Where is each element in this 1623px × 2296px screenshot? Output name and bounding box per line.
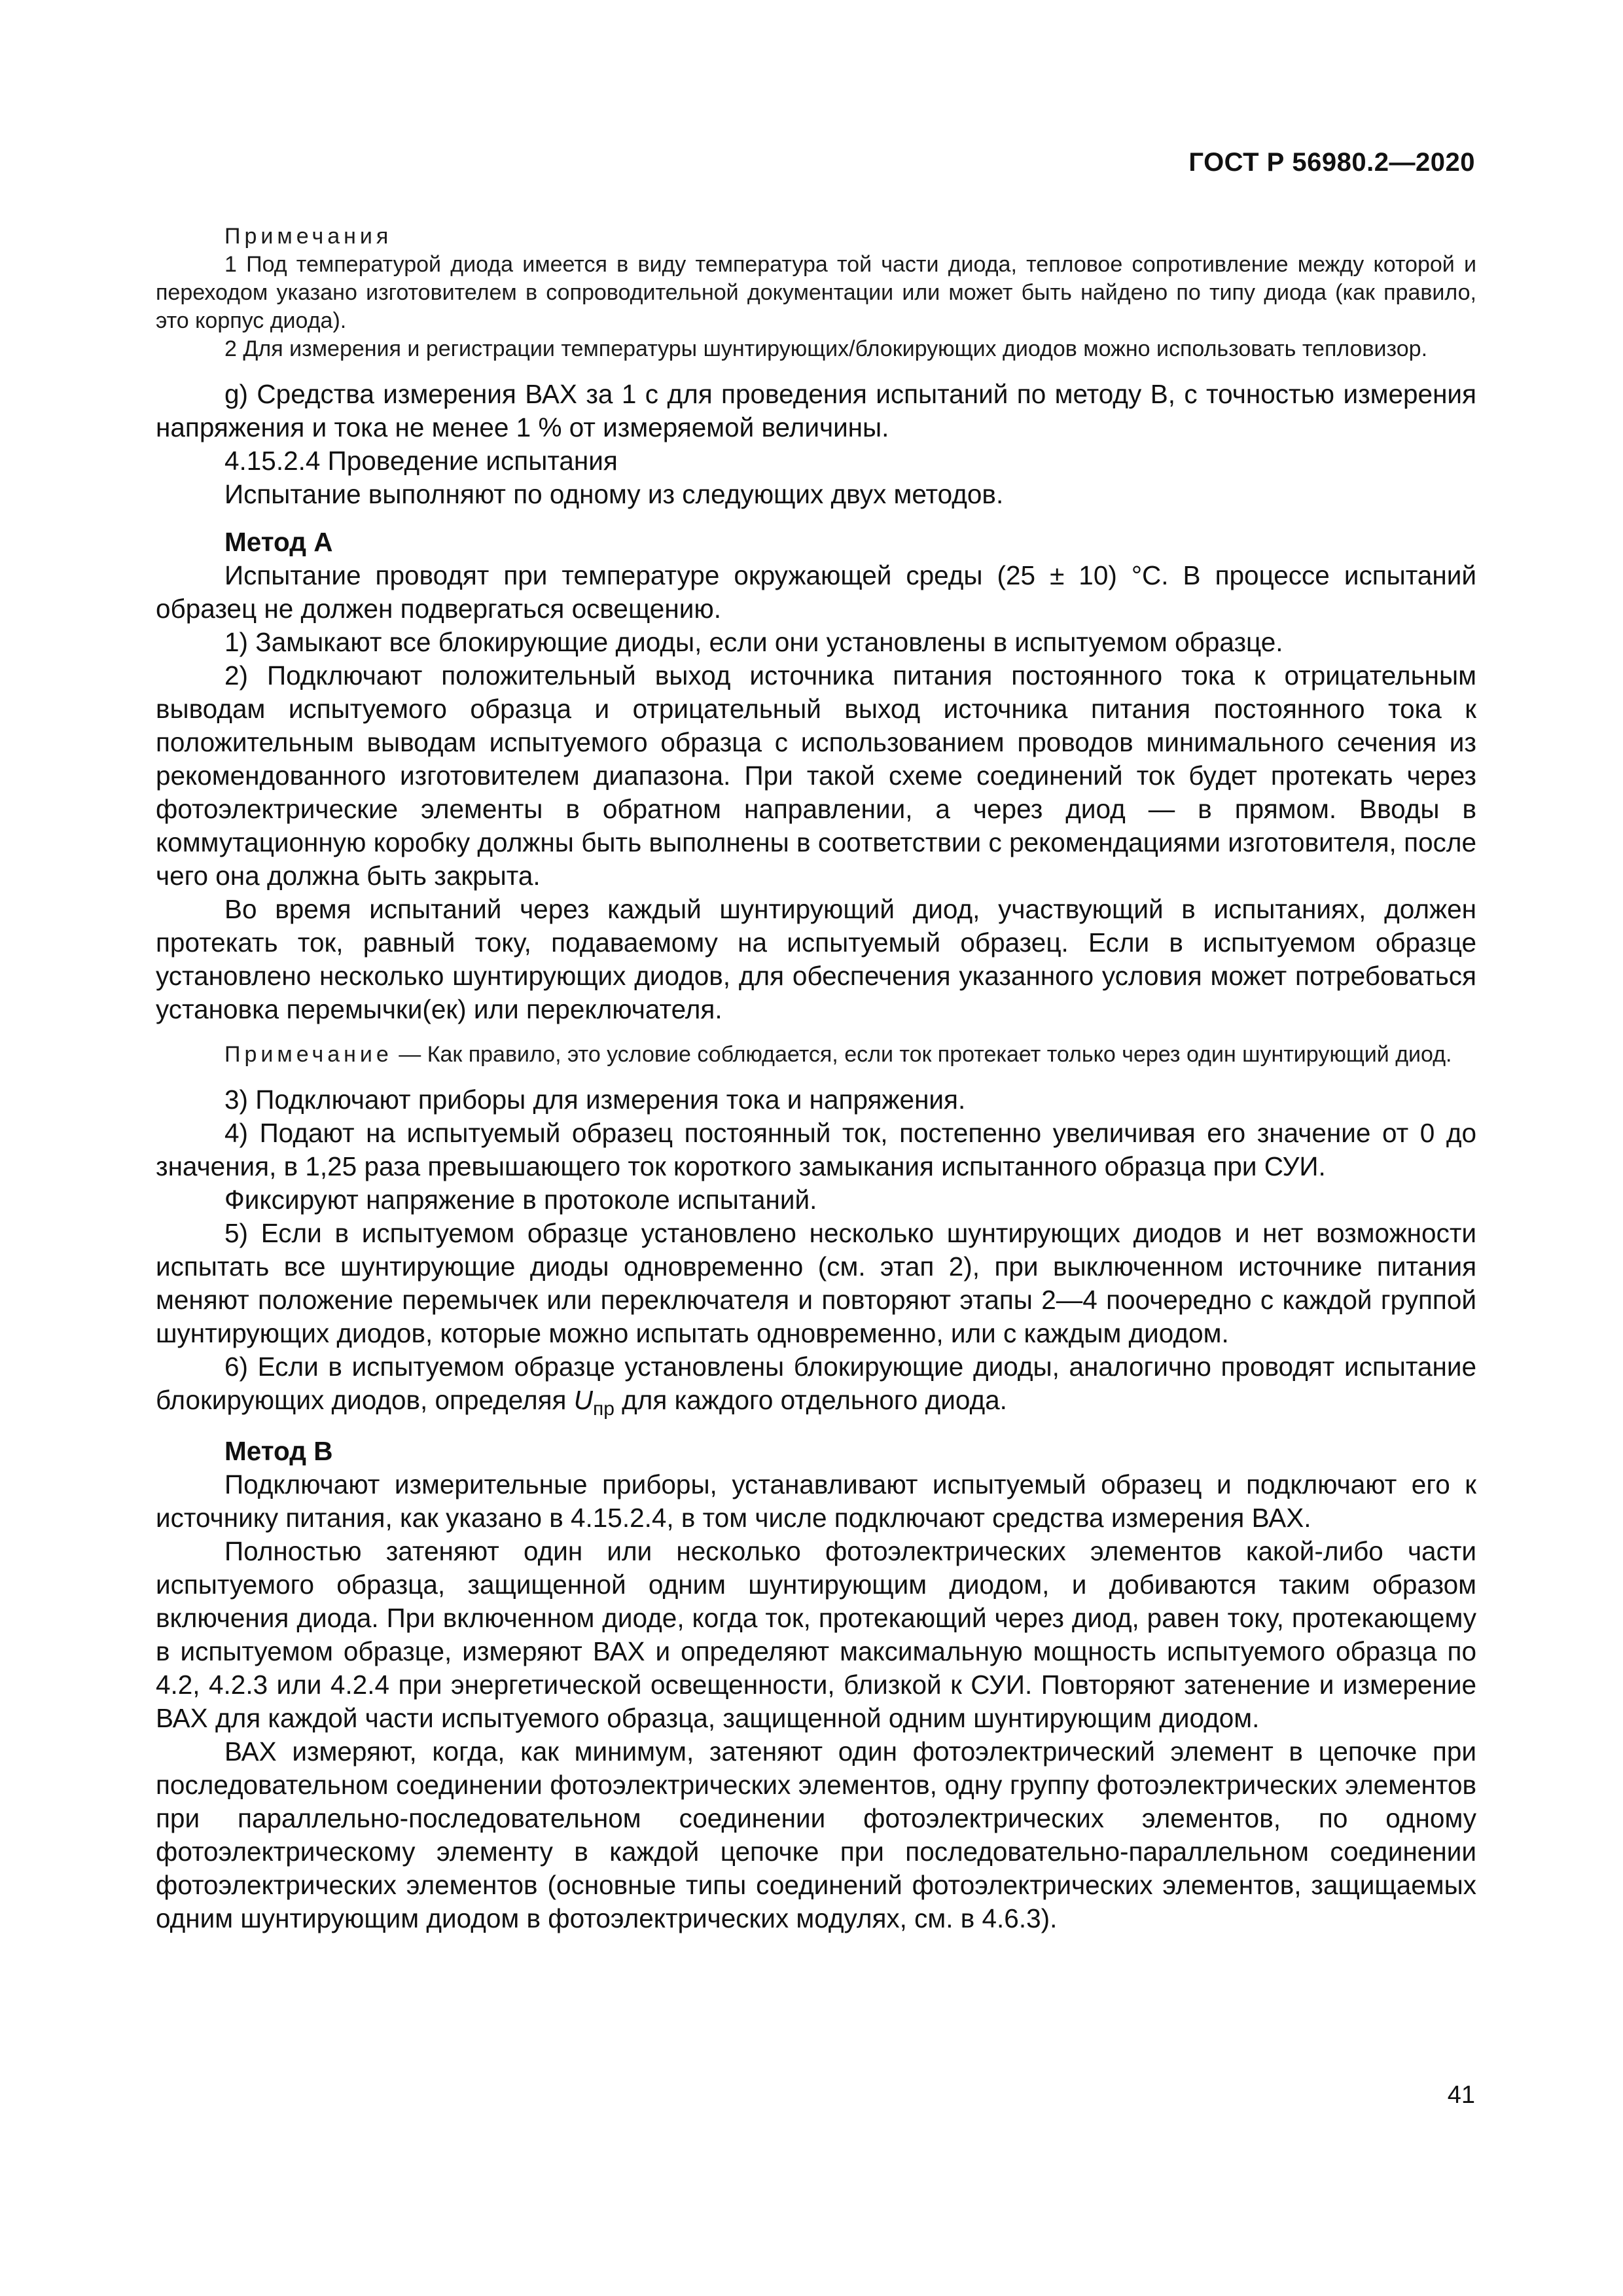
step-6-text: 6) Если в испытуемом образце установлены блокирующие диоды, аналогично проводят испытание блокирующих диодов, определяя	[156, 1352, 1476, 1415]
method-b-title: Метод В	[224, 1436, 333, 1467]
note-text: — Как правило, это условие соблюдается, если ток протекает только через один шунтирующий диод.	[392, 1042, 1452, 1067]
page-number: 41	[1447, 2081, 1475, 2109]
method-a-title: Метод А	[224, 527, 333, 557]
method-a-step-6	[156, 1350, 1476, 1426]
standard-designation: ГОСТ Р 56980.2—2020	[1188, 148, 1475, 177]
method-a-conditions: Испытание проводят при температуре окружающей среды (25 ± 10) °С. В процессе испытаний образец не должен подвергаться освещению.	[156, 560, 1476, 624]
method-b-paragraph-3: ВАХ измеряют, когда, как минимум, затеняют один фотоэлектрический элемент в цепочке при последовательном соединении фотоэлектрических элементов, одну группу фотоэлектрических элементов при параллельно-последовательном соединении фотоэлектрических элементов, по одному фотоэлектрическому элементу в каждой цепочке при последовательно-параллельном соединении фотоэлектрических элементов (основные типы соединений фотоэлектрических элементов, защищаемых одним шунтирующим диодом в фотоэлектрических модулях, см. в 4.6.3).	[156, 1736, 1476, 1934]
note-item-1: 1 Под температурой диода имеется в виду температура той части диода, тепловое сопротивление между которой и переходом указано изготовителем в сопроводительной документации или может быть найдено по типу диода (как правило, это корпус диода).	[156, 252, 1476, 333]
notes-title: Примечания	[224, 224, 393, 249]
section-heading: 4.15.2.4 Проведение испытания	[224, 446, 618, 476]
method-a-step-1: 1) Замыкают все блокирующие диоды, если они установлены в испытуемом образце.	[224, 627, 1283, 657]
note-label: Примечание	[224, 1042, 393, 1067]
method-a-step-2: 2) Подключают положительный выход источника питания постоянного тока к отрицательным выводам испытуемого образца и отрицательный выход источника питания постоянного тока к положительным выводам испытуемого образца с использованием проводов минимального сечения из рекомендованного изготовителем диапазона. При такой схеме соединений ток будет протекать через фотоэлектрические элементы в обратном направлении, а через диод — в прямом. Вводы в коммутационную коробку должны быть выполнены в соответствии с рекомендациями изготовителя, после чего она должна быть закрыта.	[156, 660, 1476, 891]
method-b-paragraph-1: Подключают измерительные приборы, устанавливают испытуемый образец и подключают его к источнику питания, как указано в 4.15.2.4, в том числе подключают средства измерения ВАХ.	[156, 1469, 1476, 1534]
voltage-subscript: пр	[592, 1398, 615, 1420]
methods-intro: Испытание выполняют по одному из следующих двух методов.	[224, 479, 1004, 509]
note-item-2: 2 Для измерения и регистрации температуры шунтирующих/блокирующих диодов можно использовать тепловизор.	[224, 336, 1428, 361]
method-a-step-5: 5) Если в испытуемом образце установлено несколько шунтирующих диодов и нет возможности испытать все шунтирующие диоды одновременно (см. этап 2), при выключенном источнике питания меняют положение перемычек или переключателя и повторяют этапы 2—4 поочередно с каждой группой шунтирующих диодов, которые можно испытать одновременно, или с каждым диодом.	[156, 1218, 1476, 1348]
method-a-note	[156, 1041, 1476, 1069]
main-text	[156, 378, 1476, 1026]
method-a-step-3: 3) Подключают приборы для измерения тока и напряжения.	[224, 1085, 966, 1115]
method-a-during-test: Во время испытаний через каждый шунтирующий диод, участвующий в испытаниях, должен протекать ток, равный току, подаваемому на испытуемый образец. Если в испытуемом образце установлено несколько шунтирующих диодов, для обеспечения указанного условия может потребоваться установка перемычки(ек) или переключателя.	[156, 894, 1476, 1024]
main-text-continued	[156, 1083, 1476, 1935]
method-a-fix-voltage: Фиксируют напряжение в протоколе испытаний.	[224, 1185, 817, 1215]
page-content	[156, 223, 1476, 1935]
notes-block	[156, 223, 1476, 363]
paragraph-g: g) Средства измерения ВАХ за 1 с для проведения испытаний по методу B, с точностью измерения напряжения и тока не менее 1 % от измеряемой величины.	[156, 379, 1476, 442]
voltage-symbol: U	[573, 1385, 593, 1415]
method-a-step-4: 4) Подают на испытуемый образец постоянный ток, постепенно увеличивая его значение от 0 до значения, в 1,25 раза превышающего ток короткого замыкания испытанного образца при СУИ.	[156, 1118, 1476, 1181]
step-6-text-end: для каждого отдельного диода.	[614, 1385, 1007, 1415]
method-b-paragraph-2: Полностью затеняют один или несколько фотоэлектрических элементов какой-либо части испытуемого образца, защищенной одним шунтирующим диодом, и добиваются таким образом включения диода. При включенном диоде, когда ток, протекающий через диод, равен току, протекающему в испытуемом образце, измеряют ВАХ и определяют максимальную мощность испытуемого образца по 4.2, 4.2.3 или 4.2.4 при энергетической освещенности, близкой к СУИ. Повторяют затенение и измерение ВАХ для каждой части испытуемого образца, защищенной одним шунтирующим диодом.	[156, 1536, 1476, 1734]
